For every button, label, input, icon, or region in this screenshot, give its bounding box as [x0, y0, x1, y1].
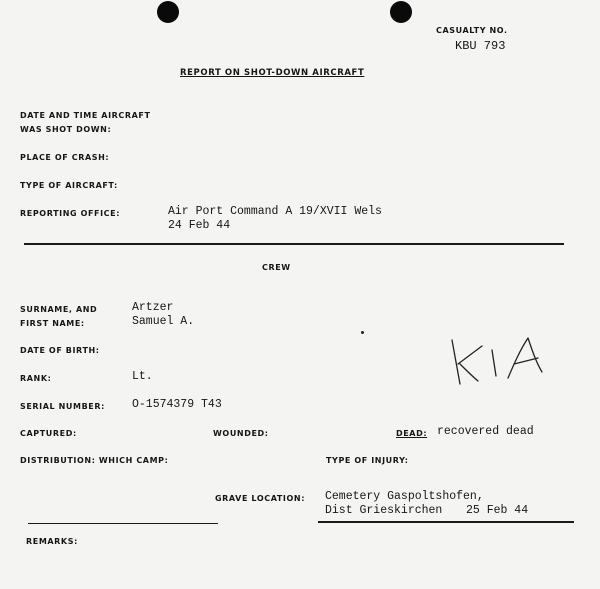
- grave-location-label: GRAVE LOCATION:: [215, 494, 305, 503]
- rank-value: Lt.: [132, 370, 153, 383]
- grave-location-line2: Dist Grieskirchen: [325, 504, 443, 517]
- dead-label: DEAD:: [396, 429, 428, 438]
- surname-label: SURNAME, AND: [20, 305, 98, 314]
- ink-speck: [361, 331, 364, 334]
- casualty-label: CASUALTY NO.: [436, 26, 508, 35]
- reporting-office-value: Air Port Command A 19/XVII Wels: [168, 205, 382, 218]
- report-title: REPORT ON SHOT-DOWN AIRCRAFT: [180, 68, 365, 78]
- type-of-aircraft-label: TYPE OF AIRCRAFT:: [20, 181, 118, 190]
- place-of-crash-label: PLACE OF CRASH:: [20, 153, 110, 162]
- crew-heading: CREW: [262, 263, 291, 272]
- punch-hole-left: [157, 1, 179, 23]
- casualty-number: KBU 793: [455, 39, 506, 53]
- date-time-label-line1: DATE AND TIME AIRCRAFT: [20, 111, 151, 120]
- rank-label: RANK:: [20, 374, 52, 383]
- kia-handwritten-annotation: [448, 334, 550, 388]
- remarks-rule-left: [28, 523, 218, 524]
- reporting-office-label: REPORTING OFFICE:: [20, 209, 121, 218]
- type-of-injury-label: TYPE OF INJURY:: [326, 456, 409, 465]
- first-name-value: Samuel A.: [132, 315, 195, 328]
- dead-value: recovered dead: [437, 425, 534, 438]
- section-divider: [24, 243, 564, 245]
- grave-location-line1: Cemetery Gaspoltshofen,: [325, 490, 484, 503]
- first-name-label: FIRST NAME:: [20, 319, 85, 328]
- punch-hole-right: [390, 1, 412, 23]
- date-of-birth-label: DATE OF BIRTH:: [20, 346, 100, 355]
- captured-label: CAPTURED:: [20, 429, 77, 438]
- remarks-rule-right: [318, 521, 574, 523]
- date-time-label-line2: WAS SHOT DOWN:: [20, 125, 112, 134]
- reporting-date: 24 Feb 44: [168, 219, 231, 232]
- wounded-label: WOUNDED:: [213, 429, 269, 438]
- distribution-label: DISTRIBUTION: WHICH CAMP:: [20, 456, 169, 465]
- surname-value: Artzer: [132, 301, 174, 314]
- grave-date: 25 Feb 44: [466, 504, 529, 517]
- serial-number-label: SERIAL NUMBER:: [20, 402, 105, 411]
- remarks-label: REMARKS:: [26, 537, 78, 546]
- serial-number-value: O-1574379 T43: [132, 398, 222, 411]
